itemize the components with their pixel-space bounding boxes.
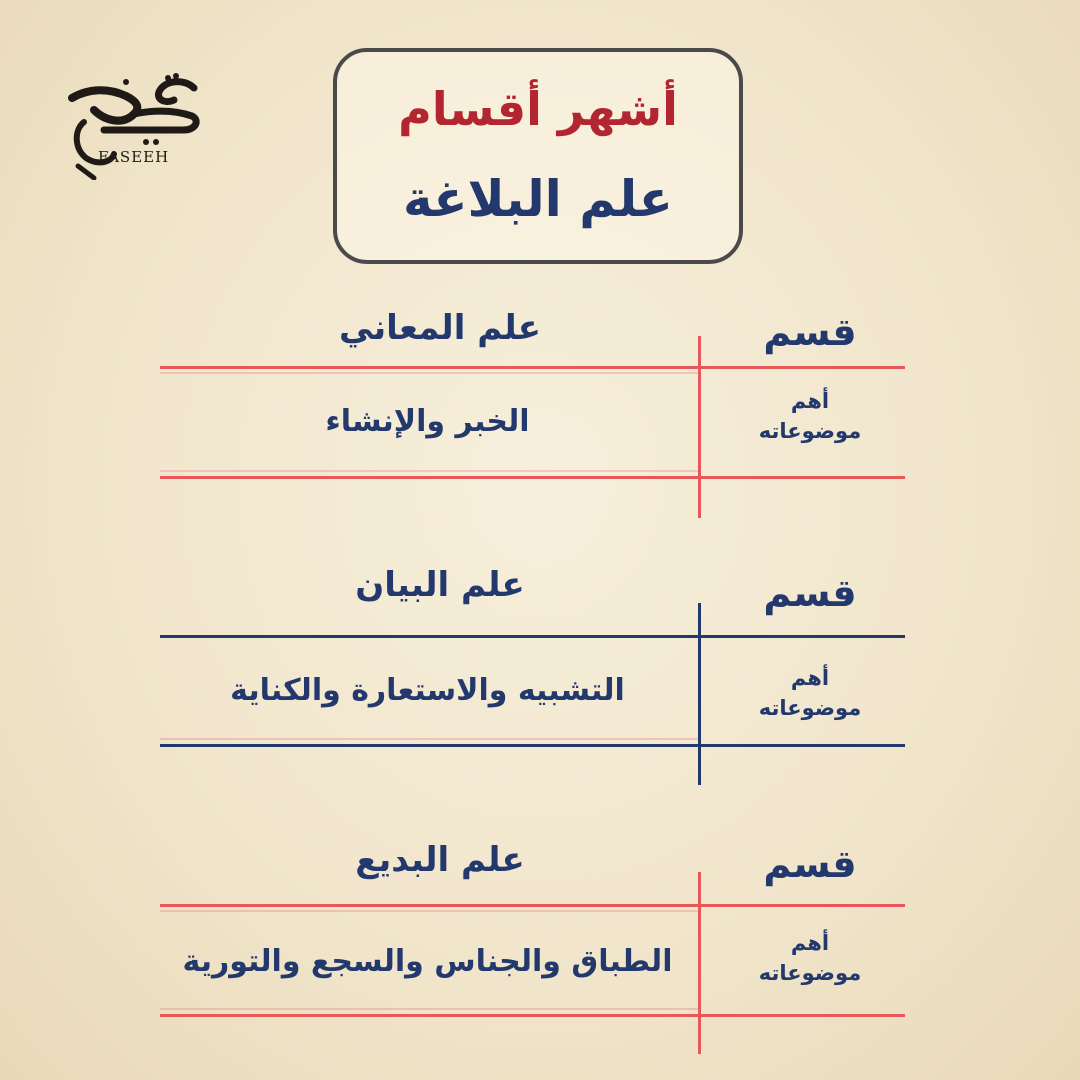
footer-divider-shadow [160, 470, 698, 472]
section-bayan [160, 565, 910, 810]
header-divider [160, 635, 905, 638]
footer-divider [160, 744, 905, 747]
header-divider-shadow [160, 910, 698, 912]
section-badi [160, 836, 910, 1080]
logo-latin-text: FASEEH [98, 148, 170, 166]
section-topics: الخبر والإنشاء [325, 404, 530, 439]
footer-divider-shadow [160, 1008, 698, 1010]
topics-label: أهم موضوعاته [758, 389, 862, 444]
vertical-divider [698, 603, 701, 785]
header-divider-shadow [160, 372, 698, 374]
section-label: قسم [763, 571, 857, 615]
header-divider [160, 366, 905, 369]
section-label: قسم [763, 842, 857, 886]
header-divider [160, 904, 905, 907]
topics-label: أهم موضوعاته [758, 666, 862, 721]
title-line-1: أشهر أقسام [398, 82, 678, 136]
section-topics: الطباق والجناس والسجع والتورية [182, 944, 673, 979]
topics-label: أهم موضوعاته [758, 931, 862, 986]
title-box [333, 48, 743, 264]
section-name: علم البيان [355, 565, 525, 605]
footer-divider-shadow [160, 738, 698, 740]
section-maani [160, 300, 910, 545]
vertical-divider [698, 872, 701, 1054]
section-name: علم البديع [355, 840, 525, 880]
title-line-2: علم البلاغة [403, 170, 673, 228]
section-topics: التشبيه والاستعارة والكناية [230, 673, 625, 708]
footer-divider [160, 476, 905, 479]
section-label: قسم [763, 310, 857, 354]
section-name: علم المعاني [339, 308, 541, 348]
footer-divider [160, 1014, 905, 1017]
vertical-divider [698, 336, 701, 518]
